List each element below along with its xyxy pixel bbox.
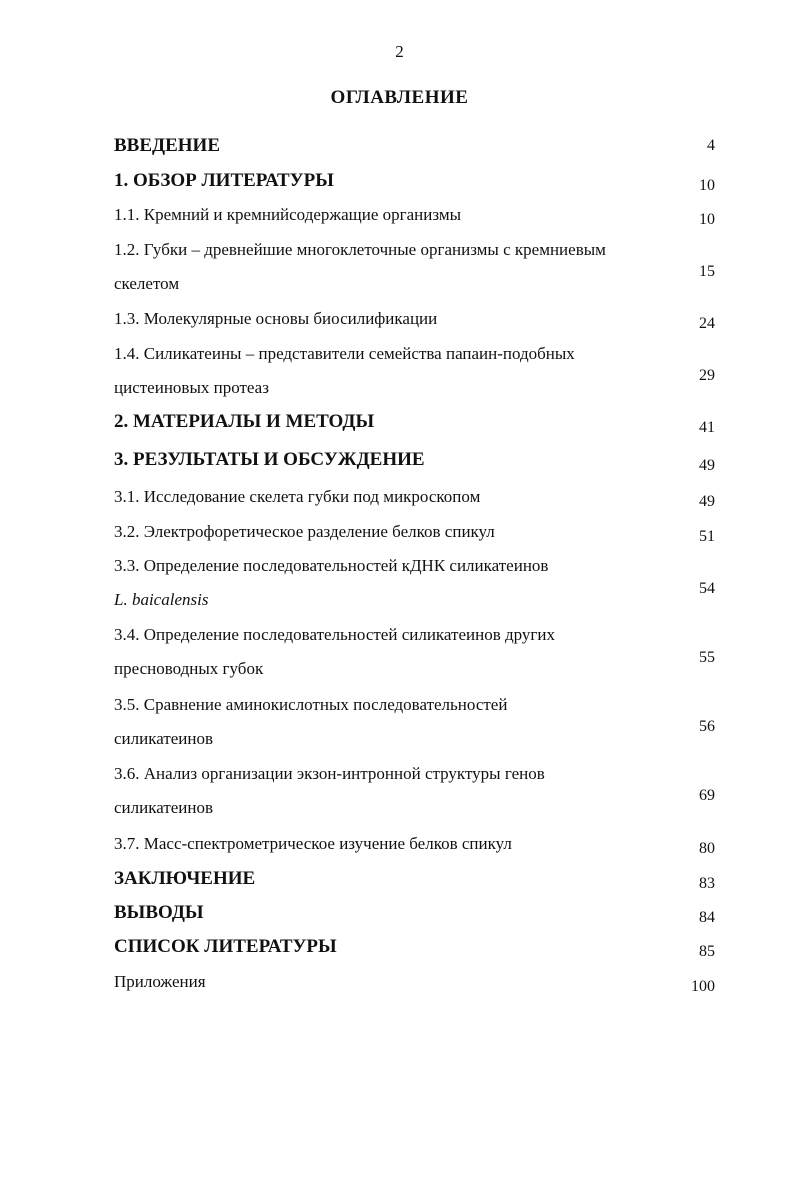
toc-page-number: 55 [699, 649, 715, 666]
toc-page-number: 54 [699, 580, 715, 597]
page-number: 2 [395, 42, 404, 61]
toc-entry-text: 3.7. Масс-спектрометрическое изучение белков спикул [114, 834, 512, 853]
toc-page-number: 69 [699, 787, 715, 804]
toc-entry-introduction [114, 129, 674, 163]
toc-page-number: 84 [699, 909, 715, 926]
toc-entry-text: ЗАКЛЮЧЕНИЕ [114, 868, 256, 889]
toc-entry-text: цистеиновых протеаз [114, 378, 269, 397]
toc-entry-text: 3.2. Электрофоретическое разделение белков спикул [114, 522, 495, 541]
toc-page-number: 83 [699, 875, 715, 892]
toc-page-number: 29 [699, 367, 715, 384]
toc-entry-3-5 [114, 688, 674, 756]
toc-page-number: 49 [699, 493, 715, 510]
toc-entry-chapter-3 [114, 443, 674, 477]
toc-entry-3-3 [114, 549, 674, 617]
toc-entry-chapter-2 [114, 405, 674, 439]
toc-page-number: 100 [691, 978, 715, 995]
toc-page-number: 41 [699, 419, 715, 436]
toc-entry-1-4 [114, 337, 674, 405]
toc-entry-text: 3.1. Исследование скелета губки под микроскопом [114, 487, 481, 506]
toc-page-number: 15 [699, 263, 715, 280]
toc-entry-findings [114, 896, 674, 930]
toc-entry-text: пресноводных губок [114, 659, 264, 678]
toc-entry-1-2 [114, 233, 674, 301]
toc-entry-conclusion [114, 862, 674, 896]
toc-entry-text: 1.4. Силикатеины – представители семейства папаин-подобных [114, 344, 575, 363]
toc-entry-text: 3.5. Сравнение аминокислотных последовательностей [114, 695, 508, 714]
toc-entry-text: 3.4. Определение последовательностей силикатеинов других [114, 625, 555, 644]
toc-title: ОГЛАВЛЕНИЕ [330, 87, 469, 108]
toc-entry-text: силикатеинов [114, 798, 214, 817]
toc-entry-text: силикатеинов [114, 729, 214, 748]
toc-page-number: 85 [699, 943, 715, 960]
toc-entry-text: 1.2. Губки – древнейшие многоклеточные организмы с кремниевым [114, 240, 606, 259]
toc-entry-3-1 [114, 480, 674, 514]
toc-entry-text: 3.3. Определение последовательностей кДНК силикатеинов [114, 556, 549, 575]
toc-page-number: 49 [699, 457, 715, 474]
toc-page-number: 4 [707, 137, 715, 154]
toc-entry-text: 1.3. Молекулярные основы биосилификации [114, 309, 438, 328]
toc-page-number: 24 [699, 315, 715, 332]
toc-page-number: 10 [699, 211, 715, 228]
toc-entry-text-italic: L. baicalensis [114, 590, 209, 609]
toc-entry-3-2 [114, 515, 674, 549]
toc-entry-text: ВВЕДЕНИЕ [114, 135, 220, 156]
toc-entry-text: ВЫВОДЫ [114, 902, 204, 923]
toc-page-number: 56 [699, 718, 715, 735]
toc-entry-text: 1.1. Кремний и кремнийсодержащие организмы [114, 205, 462, 224]
toc-page-number: 10 [699, 177, 715, 194]
toc-entry-text: 2. МАТЕРИАЛЫ И МЕТОДЫ [114, 411, 375, 432]
toc-entry-3-7 [114, 827, 674, 861]
toc-entry-text: 1. ОБЗОР ЛИТЕРАТУРЫ [114, 170, 334, 191]
toc-entry-text: скелетом [114, 274, 180, 293]
toc-entry-references [114, 930, 674, 964]
toc-entry-text: СПИСОК ЛИТЕРАТУРЫ [114, 936, 337, 957]
toc-entry-text: 3.6. Анализ организации экзон-интронной структуры генов [114, 764, 545, 783]
toc-entry-text: 3. РЕЗУЛЬТАТЫ И ОБСУЖДЕНИЕ [114, 449, 425, 470]
toc-entry-1-1 [114, 198, 674, 232]
toc-entry-1-3 [114, 302, 674, 336]
toc-entry-text: Приложения [114, 972, 206, 991]
toc-entry-3-6 [114, 757, 674, 825]
toc-entry-3-4 [114, 618, 674, 686]
toc-entry-appendices [114, 965, 674, 999]
toc-page-number: 80 [699, 840, 715, 857]
toc-page-number: 51 [699, 528, 715, 545]
toc-entry-chapter-1 [114, 164, 674, 198]
